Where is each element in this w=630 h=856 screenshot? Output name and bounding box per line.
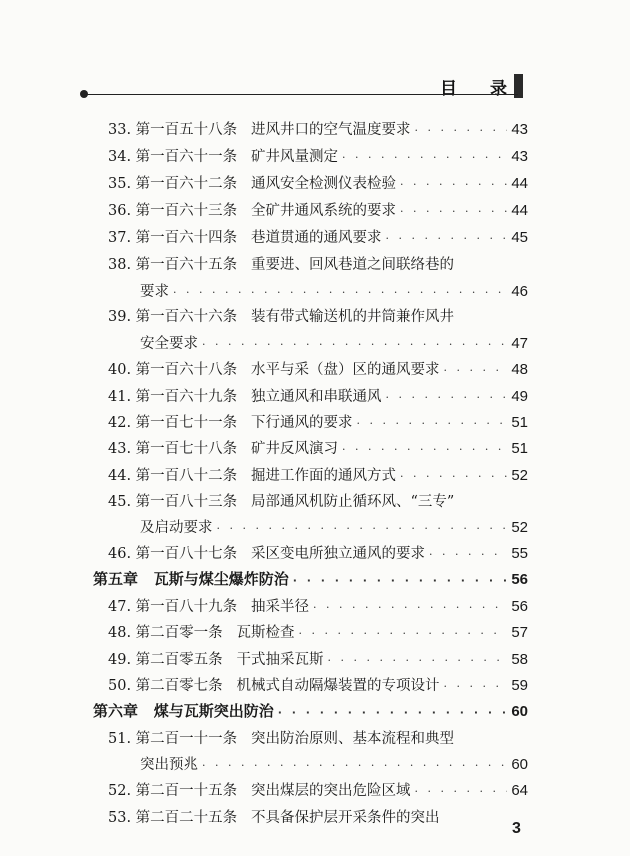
toc-entry[interactable]: 37. 第一百六十四条 巷道贯通的通风要求 · · · 45 bbox=[108, 226, 528, 250]
toc-entry[interactable]: 40. 第一百六十八条 水平与采（盘）区的通风要求 · · · 48 bbox=[108, 358, 528, 382]
dot-leader bbox=[313, 601, 507, 614]
toc-entry[interactable]: 46. 第一百八十七条 采区变电所独立通风的要求 · · · 55 bbox=[108, 542, 528, 566]
page-number: 3 bbox=[512, 820, 521, 837]
toc-entry[interactable]: 39. 第一百六十六条 装有带式输送机的井筒兼作风井 bbox=[108, 309, 454, 325]
toc-entry[interactable]: 48. 第二百零一条 瓦斯检查 · · · 57 bbox=[108, 621, 528, 645]
header-title: 目 录 bbox=[440, 79, 508, 99]
dot-leader bbox=[299, 627, 508, 640]
toc-entry[interactable]: 43. 第一百七十八条 矿井反风演习 · · · 51 bbox=[108, 437, 528, 461]
dot-leader bbox=[202, 338, 507, 351]
dot-leader bbox=[217, 522, 508, 535]
dot-leader bbox=[328, 654, 508, 667]
toc-entry[interactable]: 45. 第一百八十三条 局部通风机防止循环风、“三专” bbox=[108, 494, 455, 510]
toc-entry[interactable]: 47. 第一百八十九条 抽采半径 · · · 56 bbox=[108, 595, 528, 619]
dot-leader bbox=[386, 232, 508, 245]
toc-entry[interactable]: 34. 第一百六十一条 矿井风量测定 · · · 43 bbox=[108, 145, 528, 169]
dot-leader bbox=[400, 178, 507, 191]
toc-entry[interactable]: 36. 第一百六十三条 全矿井通风系统的要求 · · · 44 bbox=[108, 199, 528, 223]
toc-entry[interactable]: 35. 第一百六十二条 通风安全检测仪表检验 · · · 44 bbox=[108, 172, 528, 196]
toc-entry[interactable]: 50. 第二百零七条 机械式自动隔爆装置的专项设计 · · · 59 bbox=[108, 674, 528, 698]
dot-leader bbox=[202, 759, 507, 772]
toc-entry[interactable]: 53. 第二百二十五条 不具备保护层开采条件的突出 bbox=[108, 810, 440, 826]
toc-entry[interactable]: 51. 第二百一十一条 突出防治原则、基本流程和典型 bbox=[108, 731, 454, 747]
dot-leader bbox=[444, 364, 508, 377]
toc-entry[interactable]: 42. 第一百七十一条 下行通风的要求 · · · 51 bbox=[108, 411, 528, 435]
header-rule bbox=[84, 94, 518, 95]
toc-entry[interactable]: 44. 第一百八十二条 掘进工作面的通风方式 · · · 52 bbox=[108, 464, 528, 488]
dot-leader bbox=[400, 205, 507, 218]
dot-leader bbox=[429, 548, 507, 561]
dot-leader bbox=[444, 680, 508, 693]
dot-leader bbox=[357, 417, 508, 430]
toc-entry[interactable]: 52. 第二百一十五条 突出煤层的突出危险区域 · · · 64 bbox=[108, 779, 528, 803]
dot-leader bbox=[278, 706, 508, 719]
toc-entry-continuation[interactable]: 突出预兆 · · · 60 bbox=[140, 753, 528, 777]
chapter-heading[interactable]: 第六章 煤与瓦斯突出防治 · · · 60 bbox=[93, 700, 528, 724]
toc-entry-continuation[interactable]: 安全要求 · · · 47 bbox=[140, 332, 528, 356]
dot-leader bbox=[415, 124, 508, 137]
toc-entry[interactable]: 33. 第一百五十八条 进风井口的空气温度要求 · · · 43 bbox=[108, 118, 528, 142]
toc-entry-continuation[interactable]: 及启动要求 · · · 52 bbox=[140, 516, 528, 540]
toc-entry-continuation[interactable]: 要求 · · · 46 bbox=[140, 280, 528, 304]
dot-leader bbox=[386, 391, 508, 404]
dot-leader bbox=[342, 443, 507, 456]
chapter-heading[interactable]: 第五章 瓦斯与煤尘爆炸防治 · · · 56 bbox=[93, 568, 528, 592]
toc-entry[interactable]: 38. 第一百六十五条 重要进、回风巷道之间联络巷的 bbox=[108, 257, 454, 273]
toc-entry[interactable]: 41. 第一百六十九条 独立通风和串联通风 · · · 49 bbox=[108, 385, 528, 409]
dot-leader bbox=[400, 470, 507, 483]
toc-entry[interactable]: 49. 第二百零五条 干式抽采瓦斯 · · · 58 bbox=[108, 648, 528, 672]
dot-leader bbox=[415, 785, 508, 798]
dot-leader bbox=[173, 286, 507, 299]
dot-leader bbox=[342, 151, 507, 164]
dot-leader bbox=[293, 574, 508, 587]
